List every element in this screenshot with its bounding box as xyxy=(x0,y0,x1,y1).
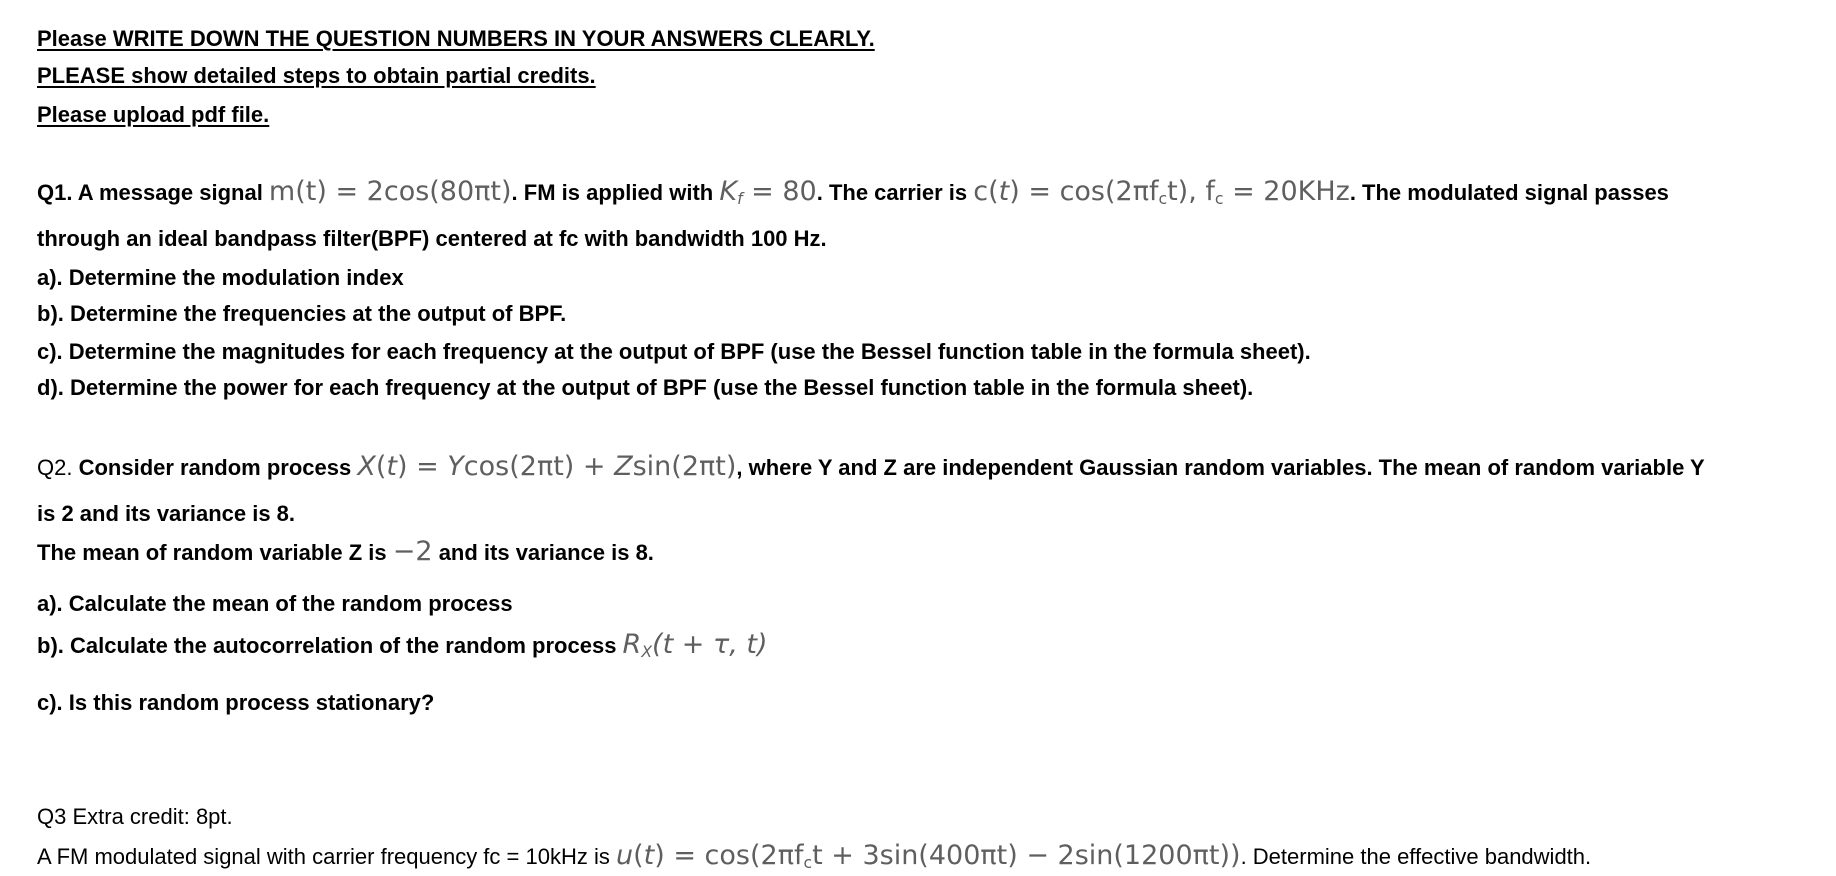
q3-text-intro: A FM modulated signal with carrier frequency fc = 10kHz is xyxy=(37,844,616,869)
q2-statement xyxy=(37,451,1705,483)
instruction-write-question-numbers: Please WRITE DOWN THE QUESTION NUMBERS IN YOUR ANSWERS CLEARLY. xyxy=(37,26,875,51)
q3-fm-signal-formula: $u(t) = \cos(2\pi f_ct + 3\sin(400\pi t) - 2\sin(1200\pi t))$ xyxy=(615,840,1241,872)
q1-text-carrier: . The carrier is xyxy=(816,180,974,205)
instruction-upload-pdf: Please upload pdf file. xyxy=(37,102,270,127)
q1-part-b: b). Determine the frequencies at the output of BPF. xyxy=(37,301,567,326)
q2-part-b xyxy=(37,629,768,661)
q1-message-signal-formula: m(t) = 2cos(80πt) xyxy=(268,176,512,207)
q2-part-b-text: b). Calculate the autocorrelation of the random process xyxy=(37,633,623,658)
q2-process-formula: X(t) = Ycos(2πt) + Zsin(2πt) xyxy=(357,451,737,482)
q2-mean-z-value: −2 xyxy=(392,536,433,567)
q2-mean-z xyxy=(37,536,654,568)
q1-kf-formula: $K_f = 80$ xyxy=(719,176,817,208)
q1-text-intro: Q1. A message signal xyxy=(37,180,269,205)
q3-statement xyxy=(37,840,1591,872)
q2-text-intro: Consider random process xyxy=(78,455,358,480)
q2-mean-z-text: The mean of random variable Z is xyxy=(37,540,393,565)
q1-statement-cont: through an ideal bandpass filter(BPF) centered at fc with bandwidth 100 Hz. xyxy=(37,226,827,251)
q2-variance-z-text: and its variance is 8. xyxy=(432,540,654,565)
q1-carrier-formula: $c(t) = \cos(2\pi f_ct)$, $f_c = 20KHz$ xyxy=(973,176,1350,208)
q3-title: Q3 Extra credit: 8pt. xyxy=(37,804,233,829)
q3-text-bandwidth: . Determine the effective bandwidth. xyxy=(1240,844,1592,869)
q1-part-c: c). Determine the magnitudes for each frequency at the output of BPF (use the Bessel function table in the formula sheet). xyxy=(37,339,1311,364)
q2-autocorrelation-formula: $R_X(t + \tau$, t) xyxy=(622,629,768,661)
q1-part-d: d). Determine the power for each frequency at the output of BPF (use the Bessel function table in the formula sheet). xyxy=(37,375,1254,400)
q2-label: Q2. xyxy=(37,455,79,480)
instruction-show-steps: PLEASE show detailed steps to obtain partial credits. xyxy=(37,63,596,88)
q2-text-gaussian: , where Y and Z are independent Gaussian random variables. The mean of random variable Y xyxy=(736,455,1705,480)
q1-part-a: a). Determine the modulation index xyxy=(37,265,404,290)
q1-text-bpf: . The modulated signal passes xyxy=(1349,180,1669,205)
q2-part-c: c). Is this random process stationary? xyxy=(37,690,435,715)
q2-part-a: a). Calculate the mean of the random process xyxy=(37,591,513,616)
q1-text-fm: . FM is applied with xyxy=(511,180,720,205)
q2-statement-cont: is 2 and its variance is 8. xyxy=(37,501,296,526)
q1-statement xyxy=(37,176,1669,208)
